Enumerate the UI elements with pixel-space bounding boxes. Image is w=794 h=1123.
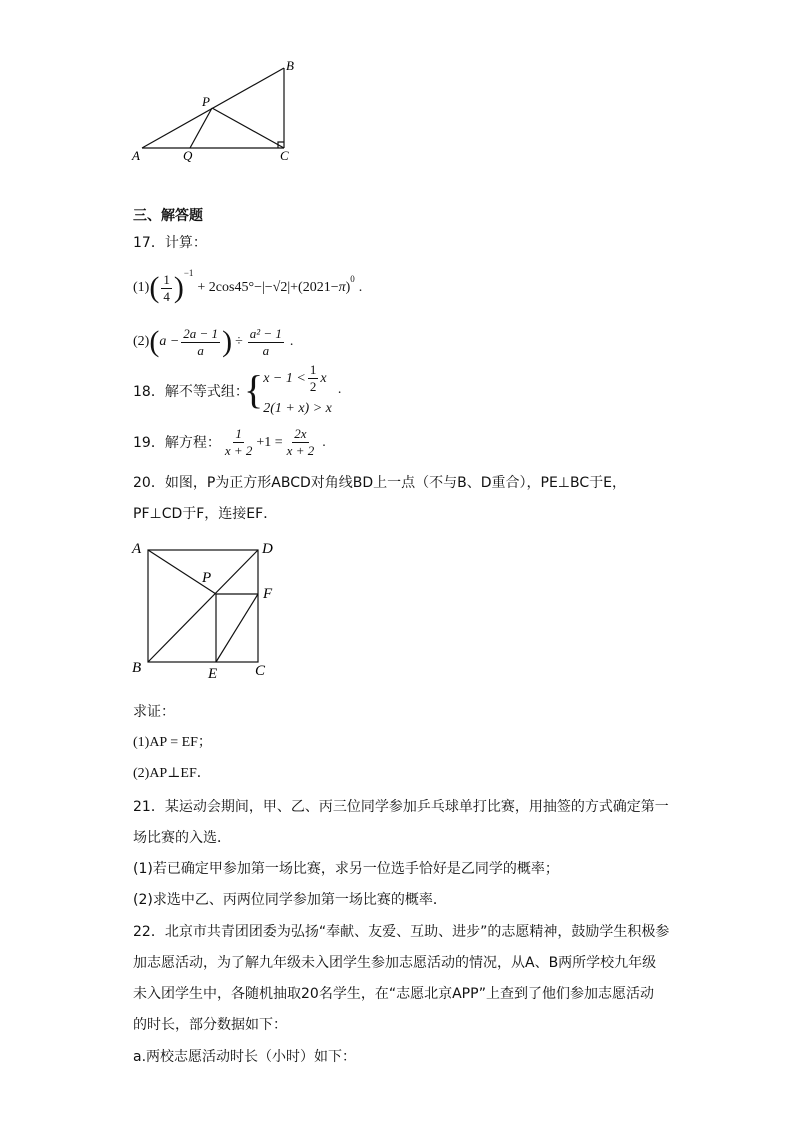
q20-p1: (1)AP = EF； <box>133 735 212 750</box>
label-P2: P <box>202 570 212 586</box>
q21-line2: 场比赛的入选． <box>133 830 231 846</box>
q17-frac-a2-1: $\frac{\text{a² − 1}}{a}$ <box>249 325 282 358</box>
triangle-figure <box>128 56 308 168</box>
q19-stem: 19．解方程： <box>133 434 221 451</box>
q22-line4: 的时长，部分数据如下： <box>133 1017 287 1033</box>
label-D: D <box>262 541 273 557</box>
q17-part2: (2) ( a − $\frac{2a - 1}{a}$ ) ÷ $\frac{\text{a² − 1}}{a}$ . <box>133 325 294 358</box>
q21-line1: 21．某运动会期间，甲、乙、丙三位同学参加乒乓球单打比赛，用抽签的方式确定第一 <box>133 799 669 815</box>
q22-line3: 未入团学生中，各随机抽取20名学生，在“志愿北京APP”上查到了他们参加志愿活动 <box>133 986 655 1002</box>
q17-part1-label: (1) <box>133 280 150 295</box>
q18-brace: { <box>244 366 264 412</box>
q22-line2: 加志愿活动，为了解九年级未入团学生参加志愿活动的情况，从A、B两所学校九年级 <box>133 955 657 971</box>
q17-frac-2a-1: $\frac{2a - 1}{a}$ <box>183 325 219 358</box>
q20-line2: PF⊥CD于F，连接EF． <box>133 506 278 522</box>
label-Q: Q <box>183 148 193 163</box>
q22-line1: 22．北京市共青团团委为弘扬“奉献、友爱、互助、进步”的志愿精神，鼓励学生积极参 <box>133 924 670 940</box>
label-B2: B <box>132 660 142 676</box>
q19: 19．解方程： $\frac{1}{x + 2}$ +1 = $\frac{2x}{x + 2}$ . <box>133 426 326 458</box>
label-C2: C <box>255 663 266 679</box>
label-A: A <box>132 148 140 163</box>
q18-system: { x − 1 < $\frac{1}{2}$ x 2(1 + x) > x . <box>244 362 342 416</box>
square-figure <box>128 534 288 682</box>
section-title: 三、解答题 <box>133 208 203 224</box>
label-P: P <box>202 94 210 109</box>
label-E: E <box>208 666 218 682</box>
q21-p1: (1)若已确定甲参加第一场比赛，求另一位选手恰好是乙同学的概率； <box>133 861 559 877</box>
q21-p2: (2)求选中乙、丙两位同学参加第一场比赛的概率． <box>133 892 447 908</box>
label-A2: A <box>132 541 142 557</box>
q20-prove: 求证： <box>133 704 175 720</box>
q17-part2-label: (2) <box>133 334 150 349</box>
q18-stem: 18．解不等式组： <box>133 384 249 400</box>
q17-part1: (1) ( $\frac{1}{4}$ ) $^{-1}$ + 2cos45°−|− √2 |+(2021− π ) $^0$ . <box>133 268 363 304</box>
label-F: F <box>263 586 273 602</box>
q17-frac-1-4: $\frac{1}{4}$ <box>163 271 170 304</box>
label-C: C <box>280 148 289 163</box>
q22-line5: a.两校志愿活动时长（小时）如下： <box>133 1049 357 1065</box>
q20-p2: (2)AP⊥EF． <box>133 766 211 781</box>
q20-line1: 20．如图，P为正方形ABCD对角线BD上一点（不与B、D重合），PE⊥BC于E， <box>133 475 626 491</box>
q17-stem: 17．计算： <box>133 235 207 251</box>
label-B: B <box>286 58 294 73</box>
